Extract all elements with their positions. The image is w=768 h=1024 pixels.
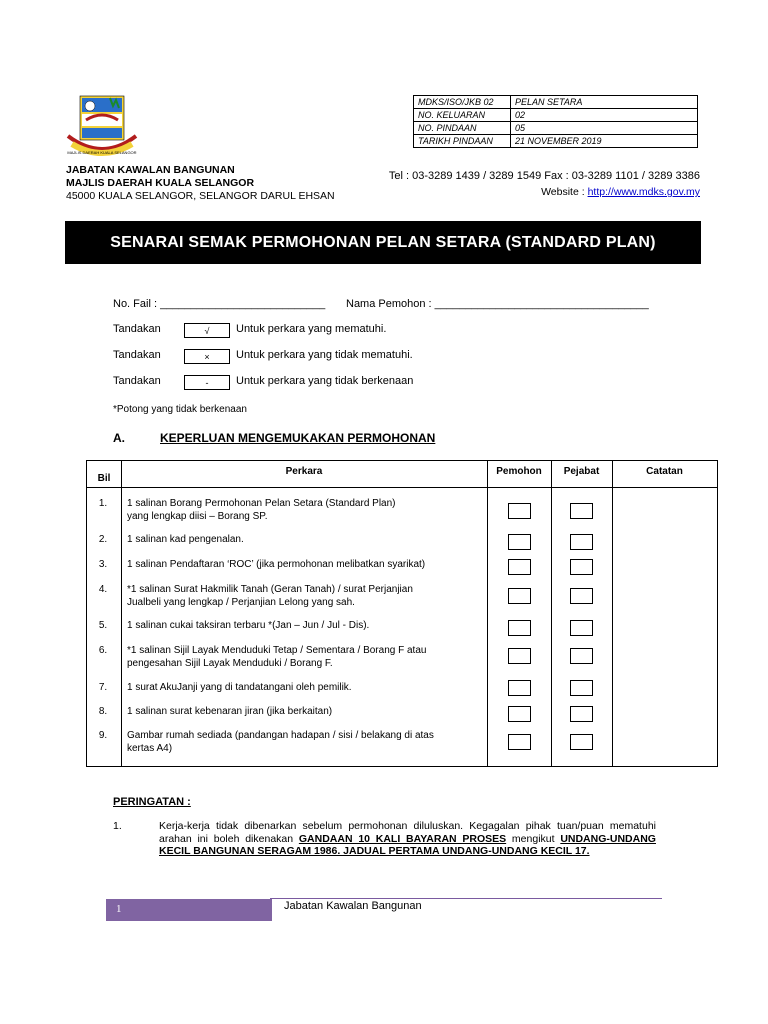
row-text: 1 salinan kad pengenalan. [127,534,244,545]
peringatan-penalty: GANDAAN 10 KALI BAYARAN PROSES [298,832,507,845]
doc-info-key: TARIKH PINDAAN [414,135,511,148]
header-perkara: Perkara [285,466,323,477]
website-label: Website : [541,186,588,198]
legend-dash-box [184,375,230,390]
page-title: SENARAI SEMAK PERMOHONAN PELAN SETARA (STANDARD PLAN) [110,233,656,251]
header-pemohon: Pemohon [496,466,542,477]
legend-tick-box [184,323,230,338]
row-number: 6. [98,645,108,656]
pemohon-checkbox[interactable] [508,588,531,604]
pemohon-checkbox[interactable] [508,648,531,664]
doc-info-row [414,96,698,109]
peringatan-text-c: mengikut [506,832,561,845]
footer-page-bar [106,899,272,921]
peringatan-text-a: Kerja-kerja tidak dibenarkan sebelum permohonan diluluskan. Kegagalan pihak tuan/puan mematuhi arahan ini boleh dikenakan [159,820,656,845]
page-number: 1 [116,903,122,915]
doc-info-key: MDKS/ISO/JKB 02 [414,96,511,109]
row-number: 1. [98,498,108,509]
pejabat-checkbox[interactable] [570,680,593,696]
legend-desc: Untuk perkara yang tidak mematuhi. [236,349,413,361]
header-catatan: Catatan [646,466,683,477]
footer-text: Jabatan Kawalan Bangunan [284,900,422,912]
row-text: 1 salinan Borang Permohonan Pelan Setara (Standard Plan) yang lengkap diisi – Borang SP. [127,498,396,522]
pejabat-checkbox[interactable] [570,534,593,550]
row-number: 3. [98,559,108,570]
pemohon-checkbox[interactable] [508,706,531,722]
peringatan-bylaw: UNDANG-UNDANG KECIL BANGUNAN SERAGAM 1986. JADUAL PERTAMA UNDANG-UNDANG KECIL 17. [159,832,656,857]
peringatan-text [159,820,656,858]
row-text: *1 salinan Surat Hakmilik Tanah (Geran Tanah) / surat Perjanjian Jualbeli yang lengkap / Perjanjian Lelong yang sah. [127,584,413,608]
doc-info-value: 02 [511,109,698,122]
section-number: A. [113,431,125,445]
tick-symbol: √ [204,325,210,336]
no-fail-field[interactable]: No. Fail : ___________________________ [113,298,326,310]
peringatan-number: 1. [113,820,122,832]
row-number: 8. [98,706,108,717]
council-logo [66,90,138,162]
document-info-table [413,95,698,148]
org-address: 45000 KUALA SELANGOR, SELANGOR DARUL EHSAN [66,190,335,202]
checklist-table [86,460,718,767]
dash-symbol: - [205,377,209,388]
pemohon-checkbox[interactable] [508,534,531,550]
cross-symbol: × [204,351,210,362]
peringatan-heading: PERINGATAN : [113,796,191,808]
pemohon-checkbox[interactable] [508,680,531,696]
doc-info-row [414,135,698,148]
row-number: 2. [98,534,108,545]
nama-pemohon-field[interactable]: Nama Pemohon : ___________________________________ [346,298,649,310]
footer-divider [270,898,662,899]
header-pejabat: Pejabat [563,466,600,477]
pemohon-checkbox[interactable] [508,620,531,636]
svg-text:MAJLIS DAERAH KUALA SELANGOR: MAJLIS DAERAH KUALA SELANGOR [67,150,137,155]
doc-info-key: NO. PINDAAN [414,122,511,135]
doc-info-key: NO. KELUARAN [414,109,511,122]
pemohon-checkbox[interactable] [508,503,531,519]
section-title: KEPERLUAN MENGEMUKAKAN PERMOHONAN [160,431,436,445]
note-text: *Potong yang tidak berkenaan [113,404,247,415]
pejabat-checkbox[interactable] [570,503,593,519]
row-number: 4. [98,584,108,595]
pemohon-checkbox[interactable] [508,559,531,575]
row-text: 1 salinan Pendaftaran ‘ROC’ (jika permohonan melibatkan syarikat) [127,559,426,570]
pejabat-checkbox[interactable] [570,620,593,636]
legend-label: Tandakan [113,349,161,361]
pejabat-checkbox[interactable] [570,648,593,664]
legend-label: Tandakan [113,323,161,335]
row-text: 1 salinan surat kebenaran jiran (jika berkaitan) [127,706,333,717]
doc-info-value: 21 NOVEMBER 2019 [511,135,698,148]
org-council: MAJLIS DAERAH KUALA SELANGOR [66,177,255,189]
pejabat-checkbox[interactable] [570,706,593,722]
contact-website [541,186,700,198]
header-bil: Bil [97,473,111,484]
row-text: 1 salinan cukai taksiran terbaru *(Jan – Jun / Jul - Dis). [127,620,370,631]
row-number: 9. [98,730,108,741]
row-text: 1 surat AkuJanji yang di tandatangani oleh pemilik. [127,682,352,693]
contact-phone: Tel : 03-3289 1439 / 3289 1549 Fax : 03-3289 1101 / 3289 3386 [388,170,700,182]
page-title-banner [65,221,701,264]
row-number: 7. [98,682,108,693]
doc-info-value: PELAN SETARA [511,96,698,109]
pejabat-checkbox[interactable] [570,588,593,604]
website-link[interactable]: http://www.mdks.gov.my [587,186,700,198]
pemohon-checkbox[interactable] [508,734,531,750]
legend-desc: Untuk perkara yang mematuhi. [236,323,387,335]
legend-label: Tandakan [113,375,161,387]
pejabat-checkbox[interactable] [570,734,593,750]
row-text: *1 salinan Sijil Layak Menduduki Tetap / Sementara / Borang F atau pengesahan Sijil Layak Menduduki / Borang F. [127,645,427,669]
doc-info-row [414,122,698,135]
row-text: Gambar rumah sediada (pandangan hadapan / sisi / belakang di atas kertas A4) [127,730,434,754]
pejabat-checkbox[interactable] [570,559,593,575]
legend-cross-box [184,349,230,364]
legend-desc: Untuk perkara yang tidak berkenaan [236,375,414,387]
doc-info-value: 05 [511,122,698,135]
row-number: 5. [98,620,108,631]
doc-info-row [414,109,698,122]
org-department: JABATAN KAWALAN BANGUNAN [66,164,235,176]
